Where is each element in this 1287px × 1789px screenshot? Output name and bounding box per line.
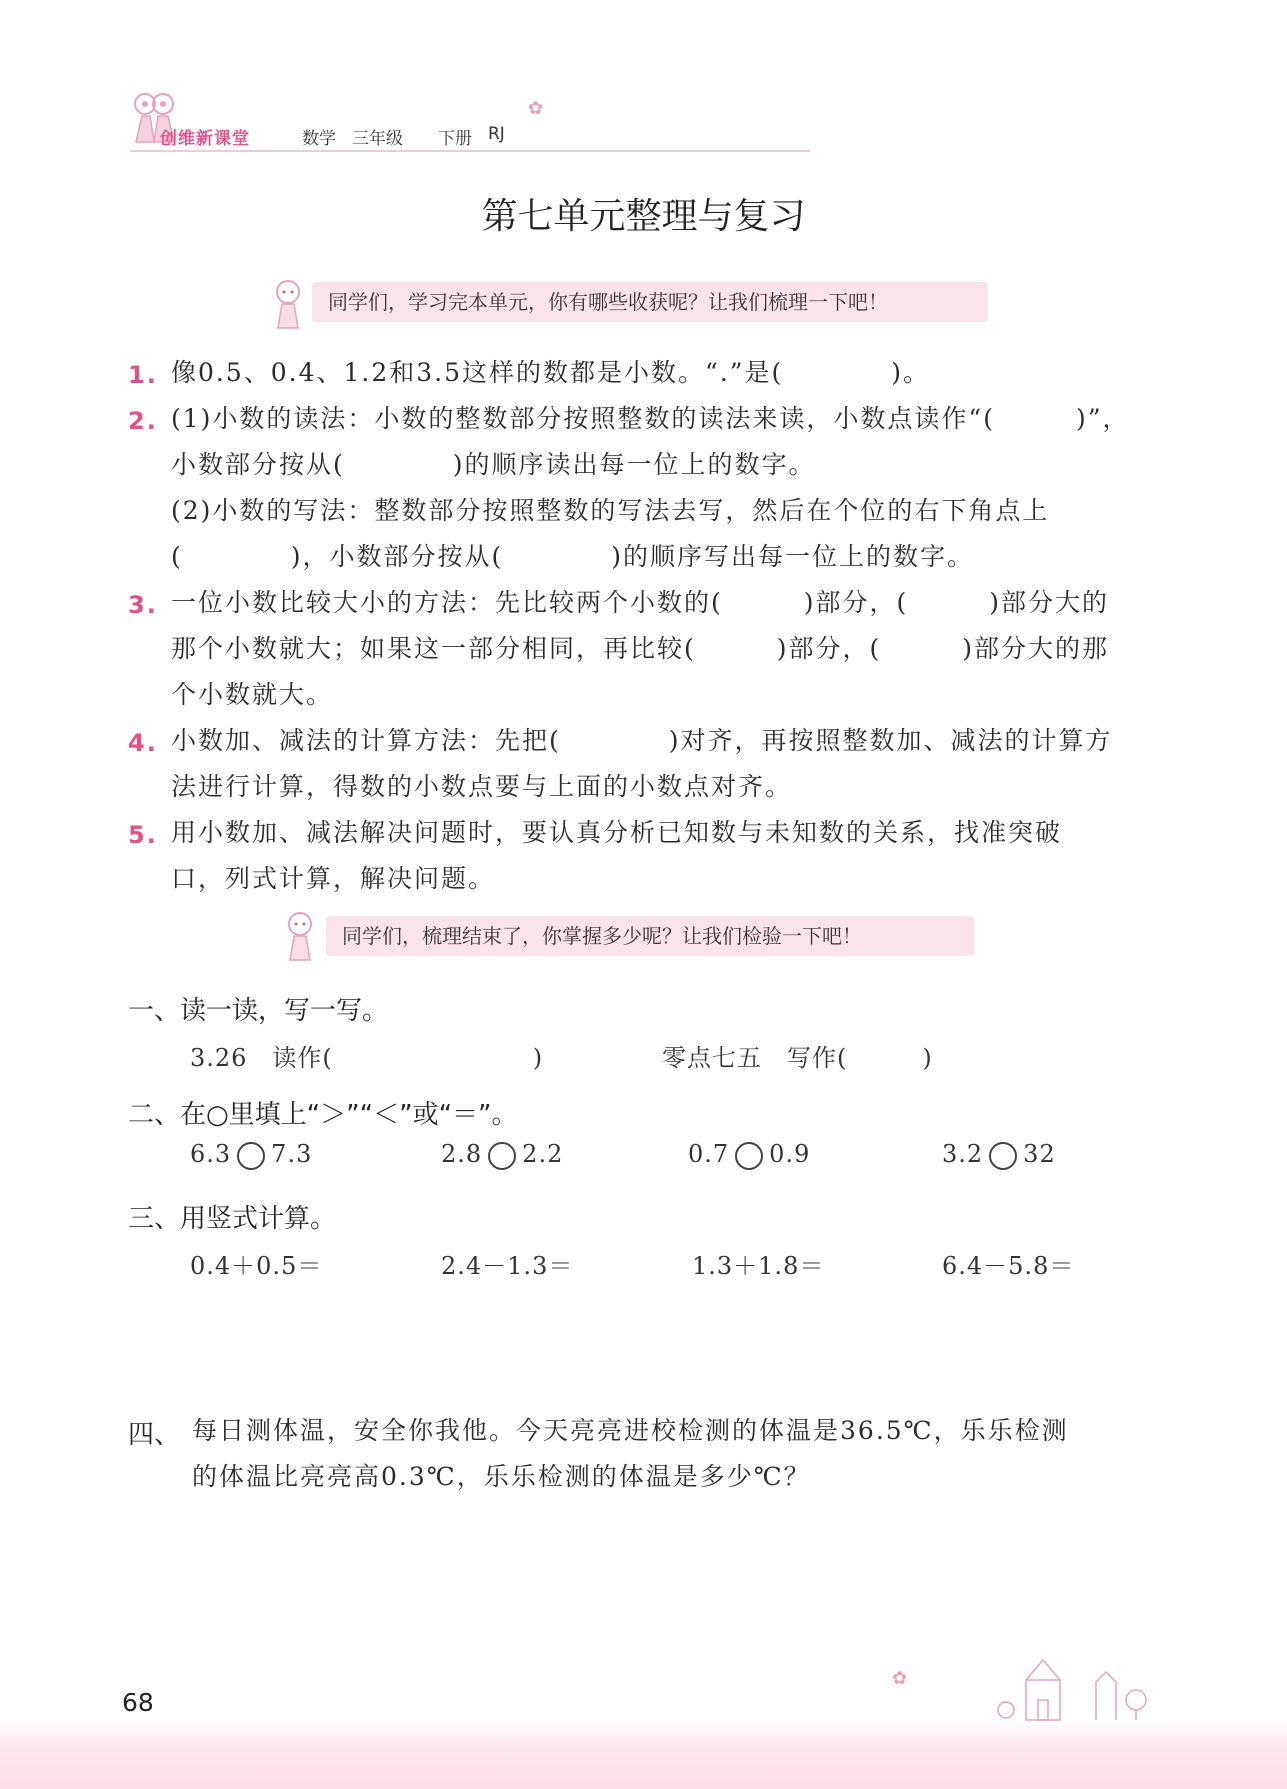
compare-left: 0.7: [688, 1140, 730, 1168]
review-line: 小数部分按从( )的顺序读出每一位上的数字。: [171, 450, 816, 479]
review-number: 5.: [128, 821, 158, 849]
flower-icon: ✿: [892, 1668, 908, 1689]
review-line: (1)小数的读法：小数的整数部分按照整数的读法来读，小数点读作“( )”，: [171, 404, 1130, 433]
review-line: 像0.5、0.4、1.2和3.5这样的数都是小数。“.”是( )。: [171, 358, 931, 387]
review-line: 口，列式计算，解决问题。: [171, 864, 496, 893]
section-heading: 三、用竖式计算。: [128, 1204, 337, 1234]
section-heading: 二、在○里填上“＞”“＜”或“＝”。: [128, 1100, 518, 1130]
header-edition: RJ: [488, 124, 505, 144]
review-line: (2)小数的写法：整数部分按照整数的写法去写，然后在个位的右下角点上: [171, 496, 1050, 525]
review-number: 1.: [128, 361, 158, 389]
page-number: 68: [122, 1688, 154, 1717]
girl-mascot-icon: [280, 908, 320, 964]
answer-circle[interactable]: [488, 1142, 516, 1170]
review-line: 那个小数就大；如果这一部分相同，再比较( )部分，( )部分大的那: [171, 634, 1110, 663]
review-line: ( )，小数部分按从( )的顺序写出每一位上的数字。: [171, 542, 975, 571]
review-line: 用小数加、减法解决问题时，要认真分析已知数与未知数的关系，找准突破: [171, 818, 1063, 847]
section-heading: 四、: [128, 1420, 181, 1450]
header-brand: 创维新课堂: [160, 129, 250, 149]
calc-item: 0.4＋0.5＝: [190, 1252, 323, 1280]
section-heading: 一、读一读，写一写。: [128, 996, 389, 1026]
answer-circle[interactable]: [989, 1142, 1017, 1170]
answer-circle[interactable]: [735, 1142, 763, 1170]
review-line: 个小数就大。: [171, 680, 334, 709]
review-line: 法进行计算，得数的小数点要与上面的小数点对齐。: [171, 772, 793, 801]
compare-right: 0.9: [769, 1140, 811, 1168]
page-title: 第七单元整理与复习: [481, 196, 806, 237]
flower-icon: ✿: [528, 98, 544, 119]
compare-item: [441, 1140, 563, 1170]
review-number: 3.: [128, 591, 158, 619]
compare-item: [190, 1140, 312, 1170]
castle-illustration: [976, 1652, 1156, 1722]
answer-circle[interactable]: [237, 1142, 265, 1170]
review-number: 4.: [128, 729, 158, 757]
review-line: 小数加、减法的计算方法：先把( )对齐，再按照整数加、减法的计算方: [171, 726, 1113, 755]
review-number: 2.: [128, 407, 158, 435]
compare-right: 2.2: [522, 1140, 564, 1168]
header-divider: [130, 150, 810, 152]
check-banner: 同学们，梳理结束了，你掌握多少呢？让我们检验一下吧！: [326, 916, 974, 956]
review-banner: 同学们，学习完本单元，你有哪些收获呢？让我们梳理一下吧！: [312, 282, 988, 322]
header-subject: 数学: [302, 129, 336, 149]
compare-item: [942, 1140, 1056, 1170]
footer-band: [0, 1720, 1287, 1789]
calc-item: 1.3＋1.8＝: [692, 1252, 825, 1280]
calc-item: 6.4－5.8＝: [942, 1252, 1075, 1280]
compare-item: [688, 1140, 810, 1170]
read-exercise: 3.26 读作( ): [190, 1044, 544, 1072]
compare-left: 3.2: [942, 1140, 984, 1168]
header-book: 下册: [438, 129, 472, 149]
write-exercise: 零点七五 写作( ): [662, 1044, 933, 1072]
calc-item: 2.4－1.3＝: [441, 1252, 574, 1280]
word-problem-line: 的体温比亮亮高0.3℃，乐乐检测的体温是多少℃？: [192, 1462, 811, 1491]
review-line: 一位小数比较大小的方法：先比较两个小数的( )部分，( )部分大的: [171, 588, 1110, 617]
compare-left: 2.8: [441, 1140, 483, 1168]
compare-left: 6.3: [190, 1140, 232, 1168]
compare-right: 7.3: [271, 1140, 313, 1168]
word-problem-line: 每日测体温，安全你我他。今天亮亮进校检测的体温是36.5℃，乐乐检测: [192, 1416, 1069, 1445]
header-grade: 三年级: [352, 129, 403, 149]
girl-mascot-icon: [268, 276, 308, 332]
compare-right: 32: [1023, 1140, 1056, 1168]
